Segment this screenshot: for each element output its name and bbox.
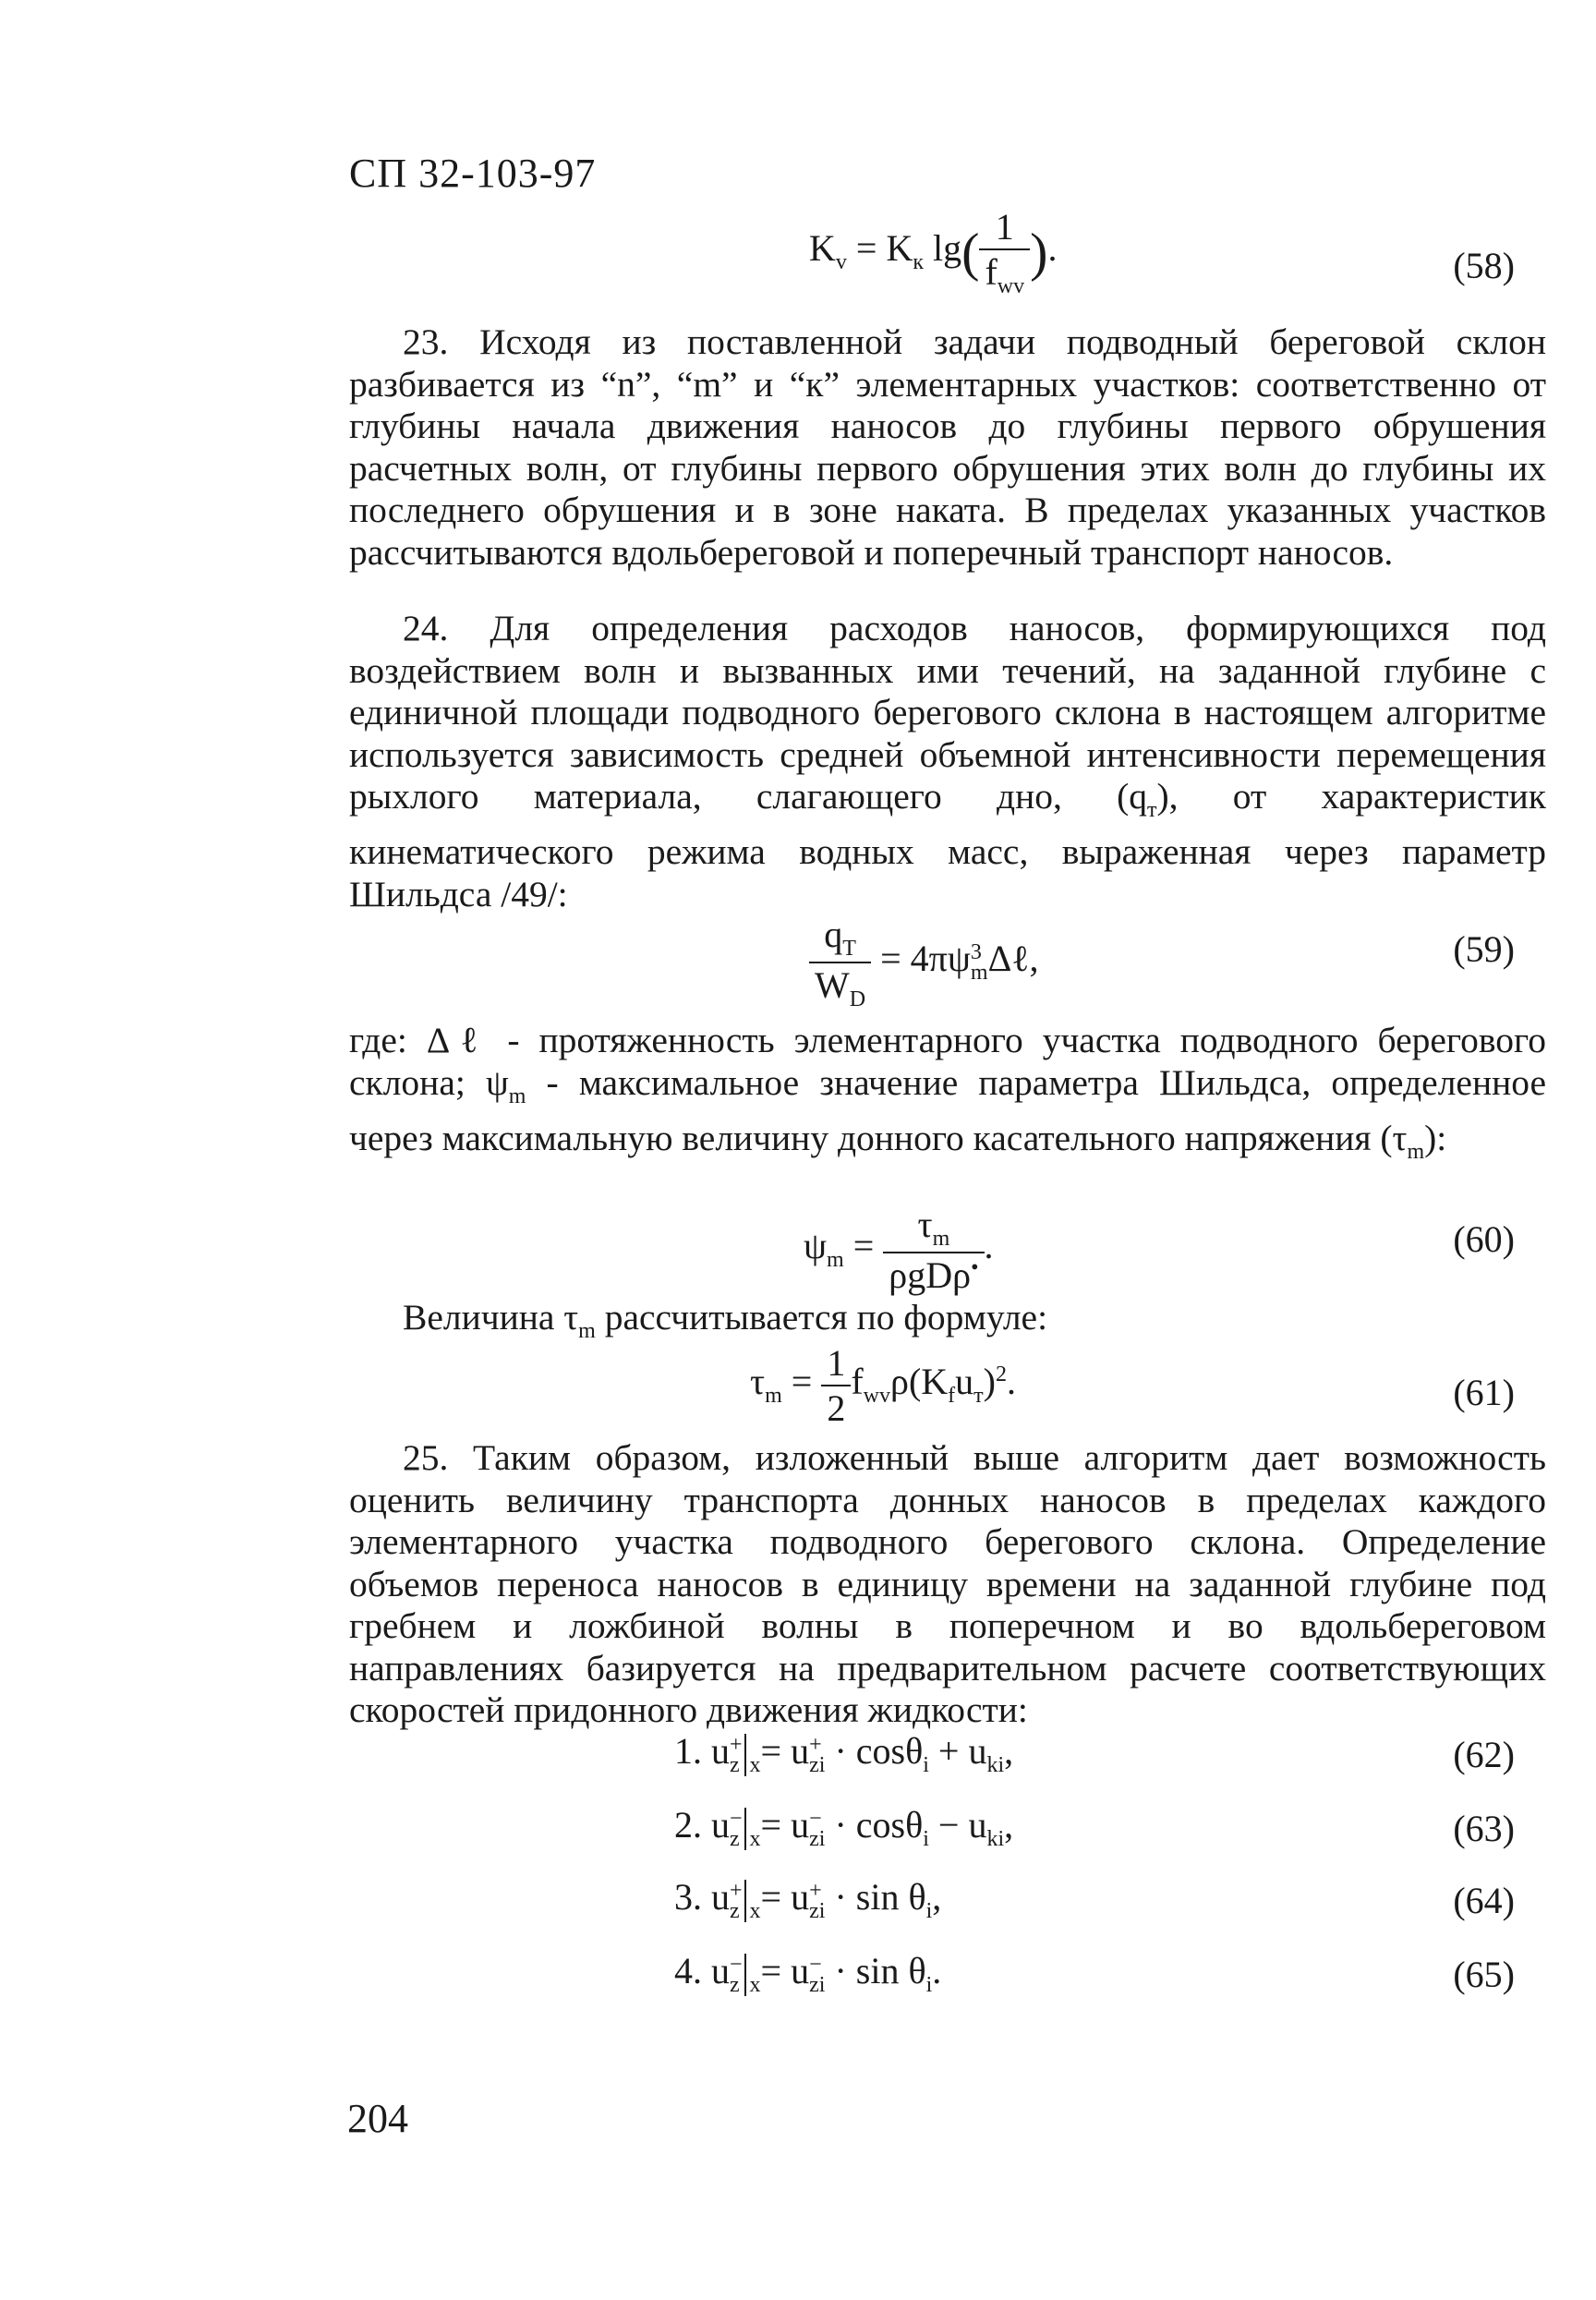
paragraph-24: 24. Для определения расходов наносов, формирующихся под воздействием волн и вызванных ими течений, на заданной глубине с единичной площади подводного берегового склона в настоящем алгоритме используется зависимость средней объемной интенсивности перемещения рыхлого материала, слагающего дно, $(q_т)$, от характеристик кинематического режима водных масс, выраженная через параметр Шильдса /49/: bbox=[349, 608, 1546, 914]
equation-62-label: (62) bbox=[1453, 1734, 1515, 1775]
equation-58-label: (58) bbox=[1453, 245, 1515, 286]
equation-63: 2. u − z $_x$= u − zi · $\cos\theta_i - u_{ki}$, bbox=[674, 1804, 1014, 1851]
equation-60: $\psi_m$ = $\frac{\tau_m}{\rho gD\rho^•}$ . bbox=[804, 1204, 994, 1296]
equation-65-label: (65) bbox=[1453, 1954, 1515, 1995]
equation-58: $K_v = K_к$ lg( $\frac{1}{f_{wv}}$ ). bbox=[809, 206, 1058, 298]
equation-61: $\tau_m$ = $\frac{1}{2}$ $f_{wv}\rho(K_fu_т)^2$. bbox=[750, 1342, 1016, 1429]
equation-64: 3. u + z $_x$= u + zi · $\sin \theta_i$, bbox=[674, 1876, 942, 1923]
equation-60-label: (60) bbox=[1453, 1218, 1515, 1260]
page-number: 204 bbox=[347, 2096, 408, 2141]
equation-63-label: (63) bbox=[1453, 1808, 1515, 1849]
paragraph-where: где: Δℓ - протяженность элементарного участка подводного берегового склона; $\psi_m$ - максимальное значение параметра Шильдса, определенное через максимальную величину донного касательного напряжения $(\tau_m)$: bbox=[349, 1020, 1546, 1164]
paragraph-25: 25. Таким образом, изложенный выше алгоритм дает возможность оценить величину транспорта донных наносов в пределах каждого элементарного участка подводного берегового склона. Определение объемов переноса наносов в единицу времени на заданной глубине под гребнем и ложбиной волны в поперечном и во вдольбереговом направлениях базируется на предварительном расчете соответствующих скоростей придонного движения жидкости: bbox=[349, 1437, 1546, 1730]
equation-61-label: (61) bbox=[1453, 1372, 1515, 1413]
equation-59-label: (59) bbox=[1453, 928, 1515, 970]
paragraph-tau: Величина $\tau_m$ рассчитывается по формуле: bbox=[403, 1297, 1048, 1343]
equation-62: 1. u + z $_x$= u + zi · $\cos\theta_i + u_{ki}$, bbox=[674, 1730, 1014, 1777]
paragraph-23: 23. Исходя из поставленной задачи подводный береговой склон разбивается из “n”, “m” и “к” элементарных участков: соответственно от глубины начала движения наносов до глубины первого обрушения расчетных волн, от глубины первого обрушения этих волн до глубины их последнего обрушения и в зоне наката. В пределах указанных участков рассчитываются вдольбереговой и поперечный транспорт наносов. bbox=[349, 321, 1546, 573]
equation-59: $\frac{q_T}{W_D}$ = 4πψ 3 m Δℓ, bbox=[809, 913, 1038, 1012]
equation-65: 4. u − z $_x$= u − zi · $\sin \theta_i$. bbox=[674, 1950, 942, 1997]
document-header: СП 32-103-97 bbox=[349, 151, 597, 196]
equation-64-label: (64) bbox=[1453, 1880, 1515, 1921]
